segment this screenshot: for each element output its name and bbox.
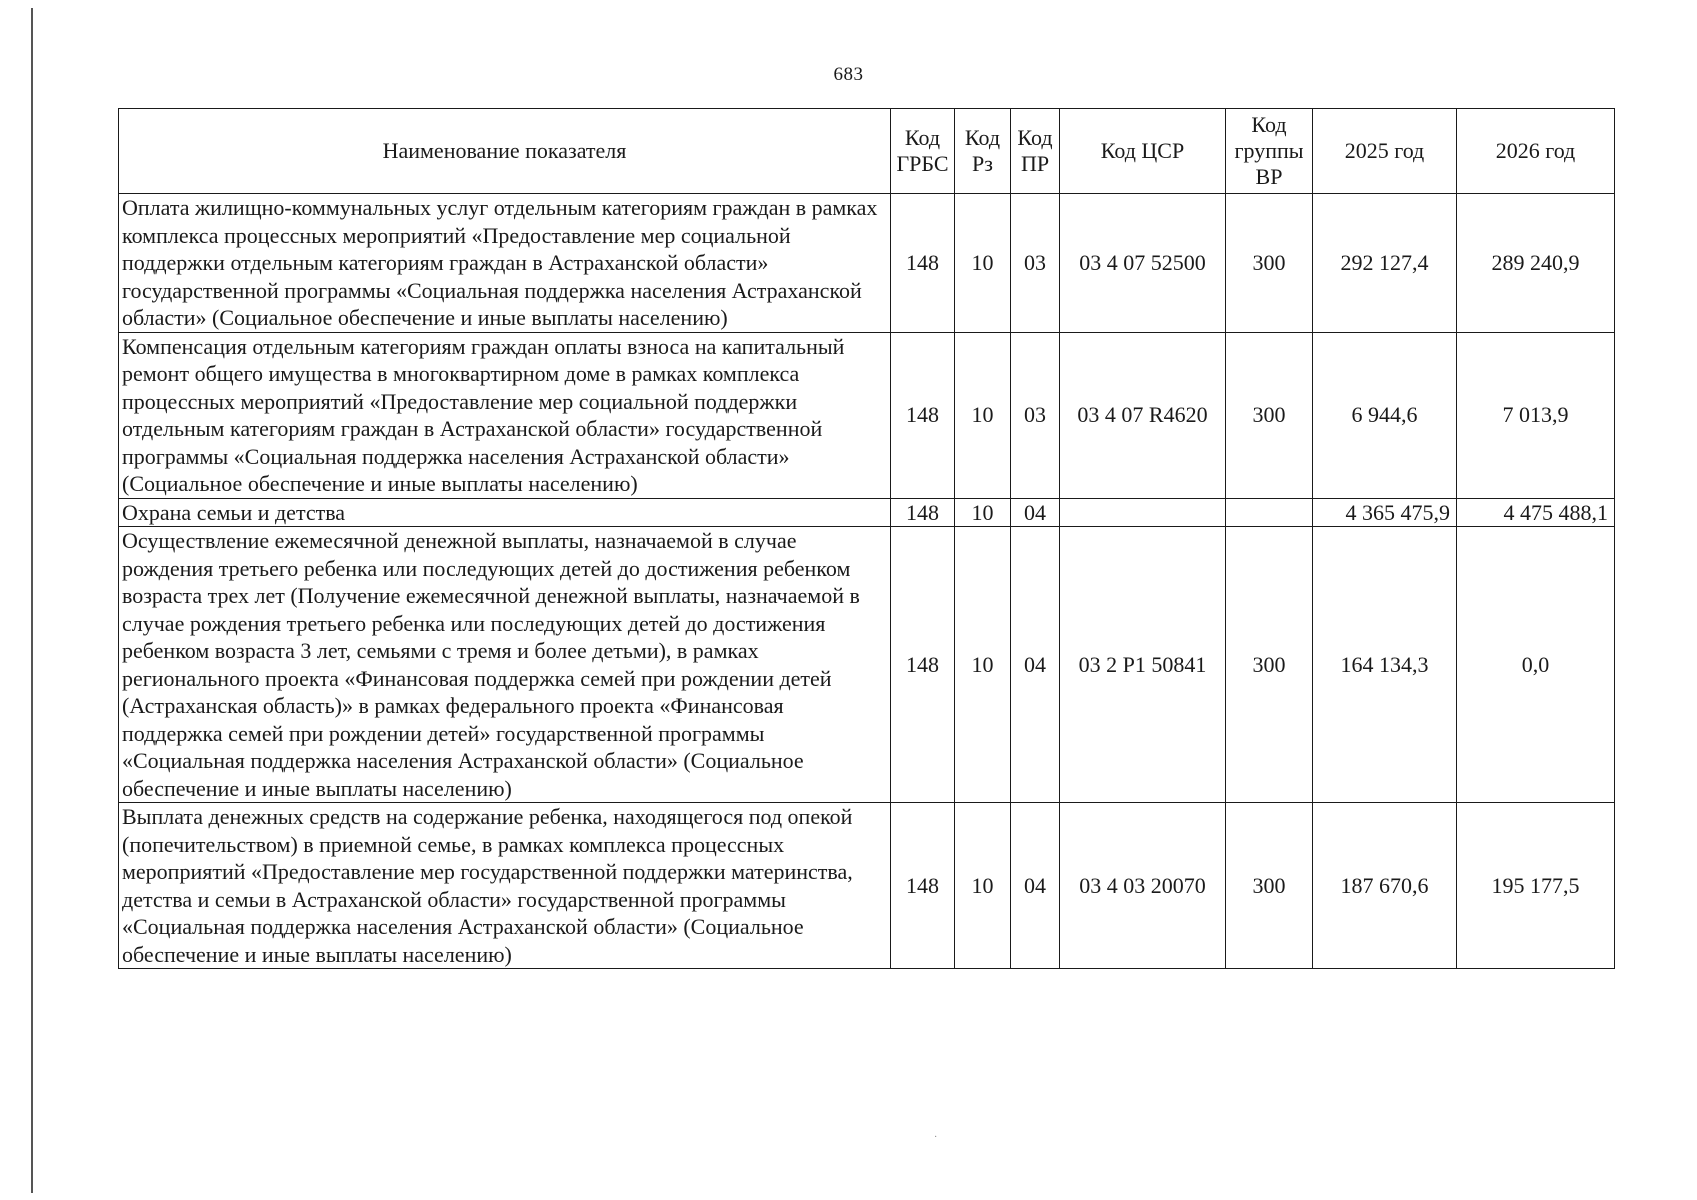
header-vr: Код группы ВР [1226, 109, 1313, 194]
row-csr: 03 4 07 52500 [1060, 194, 1226, 333]
row-2026: 289 240,9 [1457, 194, 1615, 333]
header-csr: Код ЦСР [1060, 109, 1226, 194]
page-number: 683 [833, 64, 864, 85]
row-2026: 195 177,5 [1457, 803, 1615, 969]
table-row [119, 498, 1615, 527]
header-2025: 2025 год [1313, 109, 1457, 194]
row-2026: 4 475 488,1 [1457, 498, 1615, 527]
row-2025: 6 944,6 [1313, 332, 1457, 498]
row-pr: 04 [1011, 498, 1060, 527]
header-pr: Код ПР [1011, 109, 1060, 194]
row-csr [1060, 498, 1226, 527]
row-rz: 10 [955, 803, 1011, 969]
table-row [119, 194, 1615, 333]
table-row [119, 527, 1615, 803]
footer-mark: · [934, 1132, 938, 1143]
row-csr: 03 4 03 20070 [1060, 803, 1226, 969]
row-2025: 292 127,4 [1313, 194, 1457, 333]
row-name: Охрана семьи и детства [119, 498, 891, 527]
row-csr: 03 4 07 R4620 [1060, 332, 1226, 498]
scan-edge-line [31, 8, 33, 1193]
row-name: Осуществление ежемесячной денежной выплаты, назначаемой в случае рождения третьего ребенка или последующих детей до достижения ребенком возраста трех лет (Получение ежемесячной денежной выплаты, назначаемой в случае рождения третьего ребенка или последующих детей до достижения ребенком возраста 3 лет, семьями с тремя и более детьми), в рамках регионального проекта «Финансовая поддержка семей при рождении детей (Астраханская область)» в рамках федерального проекта «Финансовая поддержка семей при рождении детей» государственной программы «Социальная поддержка населения Астраханской области» (Социальное обеспечение и иные выплаты населению) [119, 527, 891, 803]
row-2026: 0,0 [1457, 527, 1615, 803]
row-pr: 03 [1011, 332, 1060, 498]
row-2025: 164 134,3 [1313, 527, 1457, 803]
row-rz: 10 [955, 332, 1011, 498]
row-grbs: 148 [891, 498, 955, 527]
row-vr [1226, 498, 1313, 527]
row-name: Компенсация отдельным категориям граждан оплаты взноса на капитальный ремонт общего имущества в многоквартирном доме в рамках комплекса процессных мероприятий «Предоставление мер социальной поддержки отдельным категориям граждан в Астраханской области» государственной программы «Социальная поддержка населения Астраханской области» (Социальное обеспечение и иные выплаты населению) [119, 332, 891, 498]
row-2025: 4 365 475,9 [1313, 498, 1457, 527]
row-rz: 10 [955, 527, 1011, 803]
row-vr: 300 [1226, 803, 1313, 969]
header-rz: Код Рз [955, 109, 1011, 194]
row-pr: 04 [1011, 803, 1060, 969]
row-vr: 300 [1226, 527, 1313, 803]
table-row [119, 803, 1615, 969]
row-vr: 300 [1226, 194, 1313, 333]
budget-table [118, 108, 1615, 969]
row-vr: 300 [1226, 332, 1313, 498]
row-2025: 187 670,6 [1313, 803, 1457, 969]
row-pr: 04 [1011, 527, 1060, 803]
row-pr: 03 [1011, 194, 1060, 333]
row-grbs: 148 [891, 803, 955, 969]
row-csr: 03 2 P1 50841 [1060, 527, 1226, 803]
row-rz: 10 [955, 194, 1011, 333]
row-name: Оплата жилищно-коммунальных услуг отдельным категориям граждан в рамках комплекса процессных мероприятий «Предоставление мер социальной поддержки отдельным категориям граждан в Астраханской области» государственной программы «Социальная поддержка населения Астраханской области» (Социальное обеспечение и иные выплаты населению) [119, 194, 891, 333]
header-2026: 2026 год [1457, 109, 1615, 194]
header-name: Наименование показателя [119, 109, 891, 194]
row-name: Выплата денежных средств на содержание ребенка, находящегося под опекой (попечительством) в приемной семье, в рамках комплекса процессных мероприятий «Предоставление мер государственной поддержки материнства, детства и семьи в Астраханской области» государственной программы «Социальная поддержка населения Астраханской области» (Социальное обеспечение и иные выплаты населению) [119, 803, 891, 969]
row-grbs: 148 [891, 194, 955, 333]
row-grbs: 148 [891, 527, 955, 803]
header-grbs: Код ГРБС [891, 109, 955, 194]
row-grbs: 148 [891, 332, 955, 498]
row-rz: 10 [955, 498, 1011, 527]
table-header-row [119, 109, 1615, 194]
table-row [119, 332, 1615, 498]
row-2026: 7 013,9 [1457, 332, 1615, 498]
